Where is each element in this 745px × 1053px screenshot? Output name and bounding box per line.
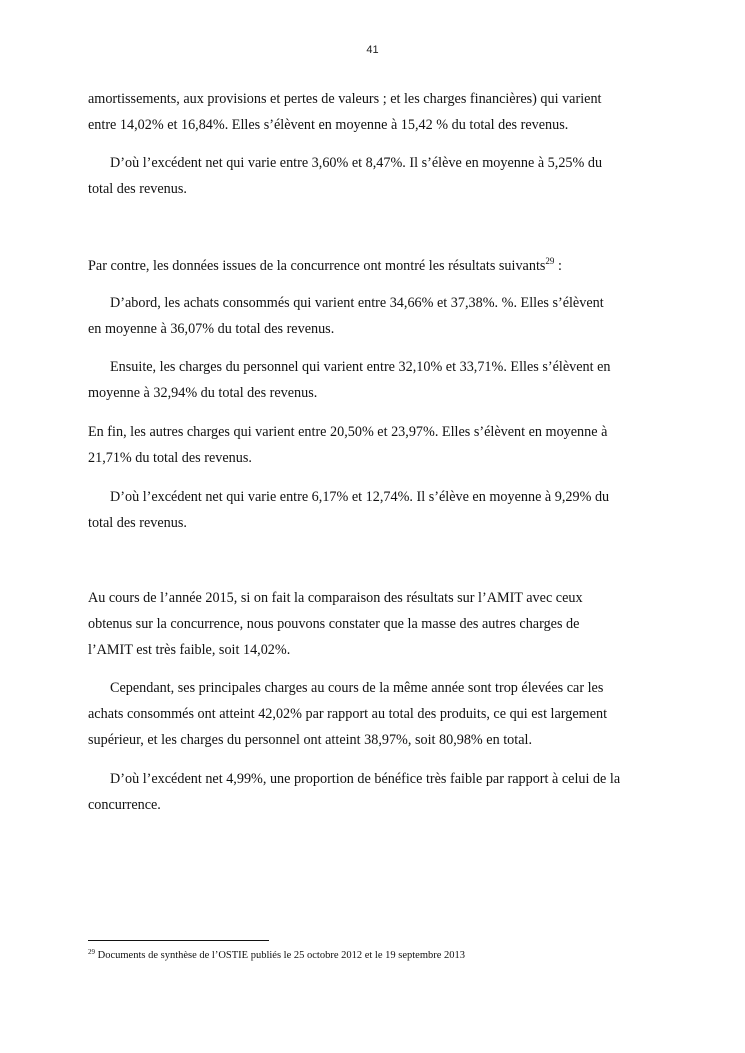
text-line: D’où l’excédent net 4,99%, une proportion de bénéfice très faible par rapport à celui de la xyxy=(110,771,621,787)
footnote xyxy=(88,949,465,963)
text-line: supérieur, et les charges du personnel ont atteint 38,97%, soit 80,98% en total. xyxy=(88,732,533,748)
text-line: Ensuite, les charges du personnel qui varient entre 32,10% et 33,71%. Elles s’élèvent en xyxy=(110,359,611,375)
paragraph-comparaison-2015 xyxy=(88,585,668,663)
text-line: l’AMIT est très faible, soit 14,02%. xyxy=(88,642,291,658)
text-line: achats consommés ont atteint 42,02% par rapport au total des produits, ce qui est largement xyxy=(88,706,608,722)
text-line: amortissements, aux provisions et pertes de valeurs ; et les charges financières) qui varient xyxy=(88,91,602,107)
text-line: en moyenne à 36,07% du total des revenus. xyxy=(88,321,335,337)
text-segment: : xyxy=(554,258,562,274)
text-line: D’abord, les achats consommés qui varient entre 34,66% et 37,38%. %. Elles s’élèvent xyxy=(110,295,604,311)
text-line: total des revenus. xyxy=(88,515,187,531)
text-line: obtenus sur la concurrence, nous pouvons constater que la masse des autres charges de xyxy=(88,616,580,632)
paragraph-amortissements xyxy=(88,86,668,138)
text-line: 21,71% du total des revenus. xyxy=(88,450,252,466)
paragraph-excedent-net-concurrence xyxy=(88,484,668,536)
paragraph-autres-charges xyxy=(88,419,668,471)
text-line: total des revenus. xyxy=(88,181,187,197)
text-line: D’où l’excédent net qui varie entre 3,60% et 8,47%. Il s’élève en moyenne à 5,25% du xyxy=(110,155,603,171)
paragraph-concurrence-intro xyxy=(88,253,668,279)
text-line: D’où l’excédent net qui varie entre 6,17% et 12,74%. Il s’élève en moyenne à 9,29% du xyxy=(110,489,610,505)
paragraph-charges-personnel xyxy=(88,354,668,406)
text-segment: Par contre, les données issues de la concurrence ont montré les résultats suivants xyxy=(88,258,546,274)
text-line: En fin, les autres charges qui varient entre 20,50% et 23,97%. Elles s’élèvent en moyenne à xyxy=(88,424,608,440)
text-line: concurrence. xyxy=(88,797,161,813)
text-line: Cependant, ses principales charges au cours de la même année sont trop élevées car les xyxy=(110,680,604,696)
paragraph-excedent-conclusion xyxy=(88,766,668,818)
paragraph-excedent-net-amit xyxy=(88,150,668,202)
text-line: Au cours de l’année 2015, si on fait la comparaison des résultats sur l’AMIT avec ceux xyxy=(88,590,583,606)
footnote-text: Documents de synthèse de l’OSTIE publiés le 25 octobre 2012 et le 19 septembre 2013 xyxy=(95,950,466,961)
paragraph-achats-consommes xyxy=(88,290,668,342)
page-number: 41 xyxy=(366,44,379,56)
text-line: moyenne à 32,94% du total des revenus. xyxy=(88,385,318,401)
text-line xyxy=(88,253,668,279)
paragraph-principales-charges xyxy=(88,675,668,753)
footnote-reference[interactable]: 29 xyxy=(545,256,555,266)
footnote-separator xyxy=(88,940,269,941)
footnote-number: 29 xyxy=(88,948,95,956)
text-line: entre 14,02% et 16,84%. Elles s’élèvent en moyenne à 15,42 % du total des revenus. xyxy=(88,117,569,133)
